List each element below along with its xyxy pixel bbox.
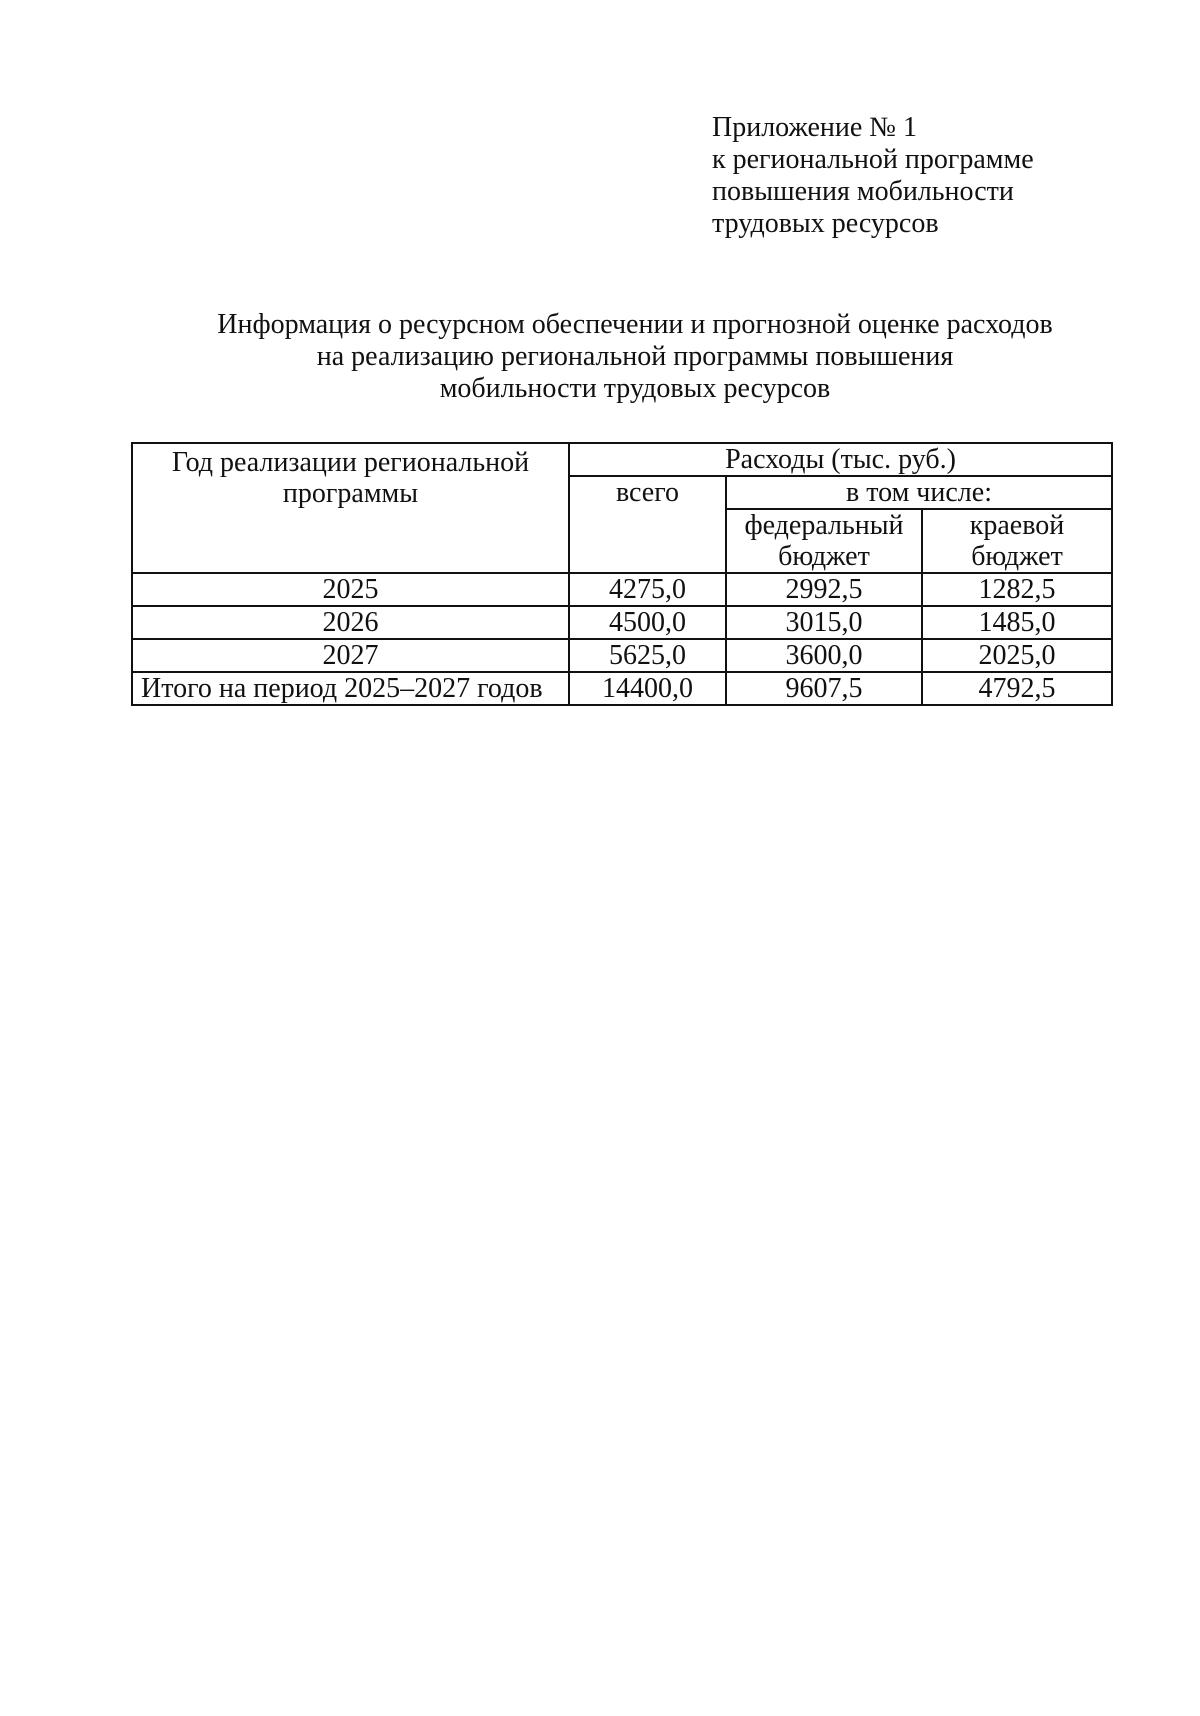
header-including: в том числе:: [726, 476, 1112, 509]
header-year-line1: Год реализации региональной: [171, 447, 530, 478]
appendix-line: к региональной программе: [712, 144, 1034, 175]
cell-regional: 1485,0: [922, 606, 1112, 639]
cell-total: 5625,0: [569, 639, 726, 672]
document-title: [100, 309, 1170, 405]
cell-year: 2026: [132, 606, 569, 639]
header-year: [132, 443, 569, 573]
appendix-line: повышения мобильности: [712, 176, 1014, 207]
cell-total: 4500,0: [569, 606, 726, 639]
header-regional-line1: краевой: [969, 510, 1065, 541]
title-line: мобильности трудовых ресурсов: [439, 373, 831, 404]
cell-regional: 1282,5: [922, 573, 1112, 606]
appendix-line: трудовых ресурсов: [712, 208, 939, 239]
cell-year: 2027: [132, 639, 569, 672]
cell-federal: 3600,0: [726, 639, 922, 672]
summary-row: [132, 672, 1112, 705]
cell-federal: 2992,5: [726, 573, 922, 606]
cell-federal: 3015,0: [726, 606, 922, 639]
cell-total: 4275,0: [569, 573, 726, 606]
header-expenses: Расходы (тыс. руб.): [569, 443, 1112, 476]
header-federal-line1: федеральный: [744, 510, 904, 541]
header-regional: [922, 509, 1112, 573]
header-year-line2: программы: [282, 478, 419, 509]
cell-regional: 2025,0: [922, 639, 1112, 672]
cell-year: 2025: [132, 573, 569, 606]
title-line: Информация о ресурсном обеспечении и прогнозной оценке расходов: [217, 309, 1053, 340]
cell-summary-regional: 4792,5: [922, 672, 1112, 705]
table-row: [132, 606, 1112, 639]
header-federal-line2: бюджет: [778, 541, 870, 572]
budget-table: [131, 442, 1113, 706]
cell-summary-total: 14400,0: [569, 672, 726, 705]
header-row: [132, 443, 1112, 476]
appendix-block: [712, 112, 1034, 240]
cell-summary-label: Итого на период 2025–2027 годов: [132, 672, 569, 705]
header-federal: [726, 509, 922, 573]
title-line: на реализацию региональной программы повышения: [316, 341, 954, 372]
table-row: [132, 573, 1112, 606]
header-total: всего: [569, 476, 726, 573]
appendix-line: Приложение № 1: [712, 112, 917, 143]
cell-summary-federal: 9607,5: [726, 672, 922, 705]
table-row: [132, 639, 1112, 672]
header-regional-line2: бюджет: [971, 541, 1063, 572]
